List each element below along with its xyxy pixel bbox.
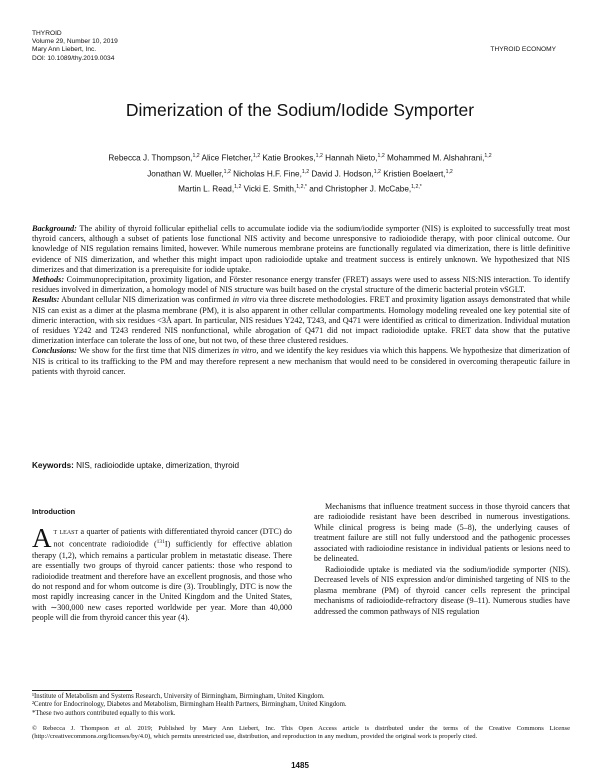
author-name: Martin L. Read,: [178, 184, 235, 194]
author-affil: 1,2: [484, 153, 492, 159]
author-name: Vicki E. Smith,: [241, 184, 297, 194]
author-name: Rebecca J. Thompson,: [108, 153, 193, 163]
results-label: Results:: [32, 295, 60, 305]
results-text: via three discrete methodologies. FRET and proximity ligation assays demonstrated that while NIS can exist as a dimer at the plasma membrane (PM), it is also apparent in other cellular compartments. Homology modeling revealed one key potential site of dimeric interaction, with six residues <3Å apart. In particular, NIS residues Y242, T243, and Q471 were identified as critical to dimerization. Individual mutation of residues Y242 and T243 rendered NIS nonfunctional, while abrogation of Q471 did not impact radioiodide uptake. FRET data show that the putative dimerization interface can tolerate the loss of one, but not two, of these three clustered residues.: [32, 295, 571, 346]
author-affil: 1,2: [315, 153, 323, 159]
author-line-1: [50, 150, 550, 166]
author-affil: 1,2: [223, 168, 231, 175]
equal-contribution-note: *These two authors contributed equally to this work.: [32, 709, 176, 717]
affiliation-2: ²Centre for Endocrinology, Diabetes and Metabolism, Birmingham Health Partners, Birmingham, United Kingdom.: [32, 701, 347, 709]
license-text: © Rebecca J. Thompson: [32, 725, 115, 732]
author-name: Katie Brookes,: [260, 153, 316, 163]
author-affil: 1,2: [192, 153, 200, 159]
author-name: David J. Hodson,: [309, 169, 374, 179]
author-affil: 1,2: [373, 168, 381, 175]
affiliation-1: ¹Institute of Metabolism and Systems Research, University of Birmingham, Birmingham, United Kingdom.: [32, 693, 325, 700]
author-line-2: [50, 166, 550, 182]
right-column: [314, 502, 570, 617]
conclusions-label: Conclusions:: [32, 346, 77, 356]
background-text: The ability of thyroid follicular epithelial cells to accumulate iodide via the sodium/iodide symporter (NIS) is exploited to successfully treat most thyroid cancers, although a subset of patients lose functional NIS activity and become unresponsive to radioiodide therapy, with poor clinical outcome. Our knowledge of NIS regulation remains limited, however. While numerous membrane proteins are functionally regulated via dimerization, there is little definitive evidence of NIS dimerization, and whether this might impact upon radioiodide uptake and treatment success is entirely unknown. We hypothesized that NIS dimerizes and that dimerization is a prerequisite for iodide uptake.: [32, 224, 570, 274]
journal-header: [32, 30, 118, 63]
footnote-rule: [32, 690, 132, 691]
paragraph-uptake: Radioiodide uptake is mediated via the sodium/iodide symporter (NIS). Decreased levels of NIS expression and/or diminished targeting of NIS to the plasma membrane (PM) of thyroid cancer cells represent the principal mechanisms of radioiodide-refractory disease (9–11). Numerous studies have addressed the common pathways of NIS regulation: [314, 564, 570, 616]
author-affil: 1,2: [377, 153, 385, 159]
author-name: Mohammed M. Alshahrani,: [384, 153, 485, 163]
journal-name: THYROID: [32, 30, 62, 37]
license-note: [32, 725, 570, 742]
abstract-methods: [32, 275, 570, 295]
drop-cap: A: [32, 523, 52, 553]
results-text: Abundant cellular NIS dimerization was confirmed: [59, 295, 233, 305]
abstract-results: [32, 295, 570, 346]
left-column: [32, 523, 292, 624]
license-text: 2019; Published by Mary Ann Liebert, Inc. This Open Access article is distributed under the terms of the Creative Commons License (http://creativecommons.org/licenses/by/4.0), which permits unrestricted use, distribution, and reproduction in any medium, provided the original work is properly cited.: [32, 725, 570, 741]
author-line-3: [50, 181, 550, 197]
isotope-sup: 131: [156, 539, 165, 546]
paragraph-mechanisms: Mechanisms that influence treatment success in those thyroid cancers that are radioiodide resistant have been described in numerous investigations. While clinical progress is being made (5–8), the underlying causes of treatment failure are still not fully understood and the pathogenic processes associated with radioiodine resistance in individual patients or lesions need to be delineated.: [314, 502, 570, 564]
italic-term: et al.: [114, 725, 132, 732]
abstract-background: [32, 224, 570, 275]
author-affil: 1,2: [252, 153, 261, 159]
methods-text: Coimmunoprecipitation, proximity ligation, and Förster resonance energy transfer (FRET) assays were used to assess NIS:NIS interaction. To identify residues involved in dimerization, a homology model of NIS structure was built based on the crystal structure of the dimeric bacterial protein vSGLT.: [32, 275, 570, 295]
affiliations: [32, 693, 570, 718]
section-heading: Introduction: [32, 507, 76, 516]
publisher: Mary Ann Liebert, Inc.: [32, 46, 97, 54]
author-affil: 1,2,*: [411, 184, 422, 191]
abstract-conclusions: [32, 346, 570, 377]
author-name: Kristien Boelaert,: [380, 169, 446, 179]
article-title: Dimerization of the Sodium/Iodide Symporter: [125, 100, 475, 120]
abstract: [32, 224, 570, 377]
author-affil: 1,2: [234, 184, 242, 191]
author-name: Hannah Nieto,: [322, 153, 378, 163]
italic-term: in vitro: [232, 295, 257, 305]
section-label: THYROID ECONOMY: [490, 46, 556, 53]
author-affil: 1,2: [301, 168, 310, 175]
paragraph-text: I) sufficiently for effective ablation therapy (1,2), which remains a particular problem in metastatic disease. There are essentially two groups of thyroid cancer patients: those who respond to radioiodide treatment and therefore have an excellent prognosis, and those who do not respond and for whom outcome is dire (3). Troublingly, DTC is now the most rapidly increasing cancer in the United Kingdom and the United States, with ∼300,000 new cases reported worldwide per year. More than 40,000 people will die from thyroid cancer this year (4).: [32, 540, 292, 623]
keywords: [32, 461, 239, 470]
methods-label: Methods:: [32, 275, 65, 285]
intro-paragraph: [32, 523, 292, 624]
page-number: 1485: [291, 761, 309, 770]
author-name: Jonathan W. Mueller,: [147, 169, 224, 179]
author-affil: 1,2,*: [296, 184, 307, 191]
author-name: Nicholas H.F. Fine,: [230, 169, 302, 179]
conclusions-text: and we identify the key residues via which this happens. We hypothesize that dimerization of NIS is critical to its trafficking to the PM and may therefore represent a new mechanism that would need to be considered in overcoming therapeutic failure in patients with thyroid cancer.: [32, 346, 570, 376]
author-list: [50, 150, 550, 197]
author-name: Alice Fletcher,: [199, 153, 253, 163]
lead-in: t least: [53, 527, 79, 536]
paragraph-text: a quarter of patients with differentiated thyroid cancer (DTC) do not concentrate radioiodide (: [53, 527, 292, 550]
author-affil: 1,2: [445, 168, 453, 175]
background-label: Background:: [32, 224, 77, 233]
conclusions-text: We show for the first time that NIS dimerizes: [76, 346, 233, 356]
keywords-text: NIS, radioiodide uptake, dimerization, thyroid: [73, 461, 240, 470]
author-name: and Christopher J. McCabe,: [306, 184, 412, 194]
keywords-label: Keywords:: [32, 461, 74, 470]
journal-volume: Volume 29, Number 10, 2019: [32, 38, 118, 46]
italic-term: in vitro,: [232, 346, 259, 356]
doi: DOI: 10.1089/thy.2019.0034: [32, 54, 115, 62]
